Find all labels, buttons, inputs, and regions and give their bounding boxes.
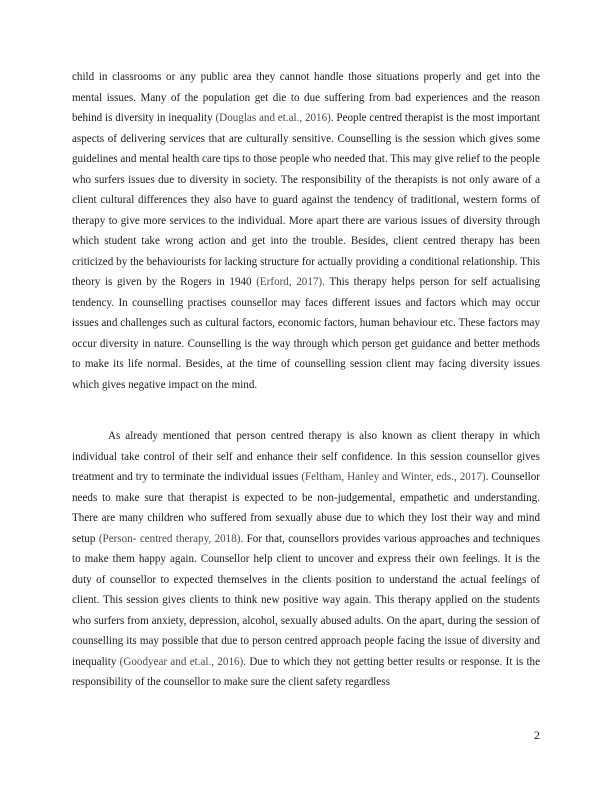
citation-feltham: (Feltham, Hanley and Winter, eds., 2017) [301, 471, 486, 483]
body-paragraph-2 [72, 426, 540, 693]
paragraph-text: . People centred therapist is the most important aspects of delivering services that are culturally sensitive. Counselling is the session which gives some guidelines and mental health care tips to those people who needed that. This may give relief to the people who surfers issues due to diversity in society. The responsibility of the therapists is not only aware of a client cultural differences they also have to guard against the tendency of traditional, western forms of therapy to give more services to the individual. More apart there are various issues of diversity through which student take wrong action and get into the trouble. Besides, client centred therapy has been criticized by the behaviourists for lacking structure for actually providing a conditional relationship. This theory is given by the Rogers in 1940 [72, 112, 540, 288]
citation-goodyear: (Goodyear and et.al., 2016) [119, 655, 244, 668]
citation-douglas: (Douglas and et.al., 2016) [215, 112, 331, 124]
body-paragraph-1 [72, 67, 540, 395]
paragraph-text: . Due to which they not getting better results or response. It is the responsibility of the counsellor to make sure the client safety regardless [72, 655, 541, 688]
citation-erford: (Erford, 2017) [256, 276, 323, 288]
page-number: 2 [534, 728, 540, 742]
citation-person-centred: (Person- centred therapy, 2018) [98, 532, 241, 545]
paragraph-text: child in classrooms or any public area they cannot handle those situations properly and get into the mental issues. Many of the population get die to due suffering from bad experiences and the reason behind is diversity in inequality [72, 71, 540, 124]
paragraph-text: As already mentioned that person centred therapy is also known as client therapy in which individual take control of their self and enhance their self confidence. In this session counsellor gives treatment and try to terminate the individual issues [72, 430, 540, 483]
paragraph-text: . Counsellor needs to make sure that therapist is expected to be non-judgemental, empathetic and understanding. There are many children who suffered from sexually abuse due to which they lost their way and mind setup [72, 471, 540, 545]
paragraph-text: . For that, counsellors provides various approaches and techniques to make them happy again. Counsellor help client to uncover and express their own feelings. It is the duty of counsellor to expected themselves in the clients position to understand the actual feelings of client. This session gives clients to think new positive way again. This therapy applied on the students who surfers from anxiety, depression, alcohol, sexually abused adults. On the apart, during the session of counselling its may possible that due to person centred approach people facing the issue of diversity and inequality [72, 532, 541, 668]
paragraph-text: . This therapy helps person for self actualising tendency. In counselling practises counsellor may faces different issues and factors which may occur issues and challenges such as cultural factors, economic factors, human behaviour etc. These factors may occur diversity in nature. Counselling is the way through which person get guidance and better methods to make its life normal. Besides, at the time of counselling session client may facing diversity issues which gives negative impact on the mind. [72, 276, 540, 391]
